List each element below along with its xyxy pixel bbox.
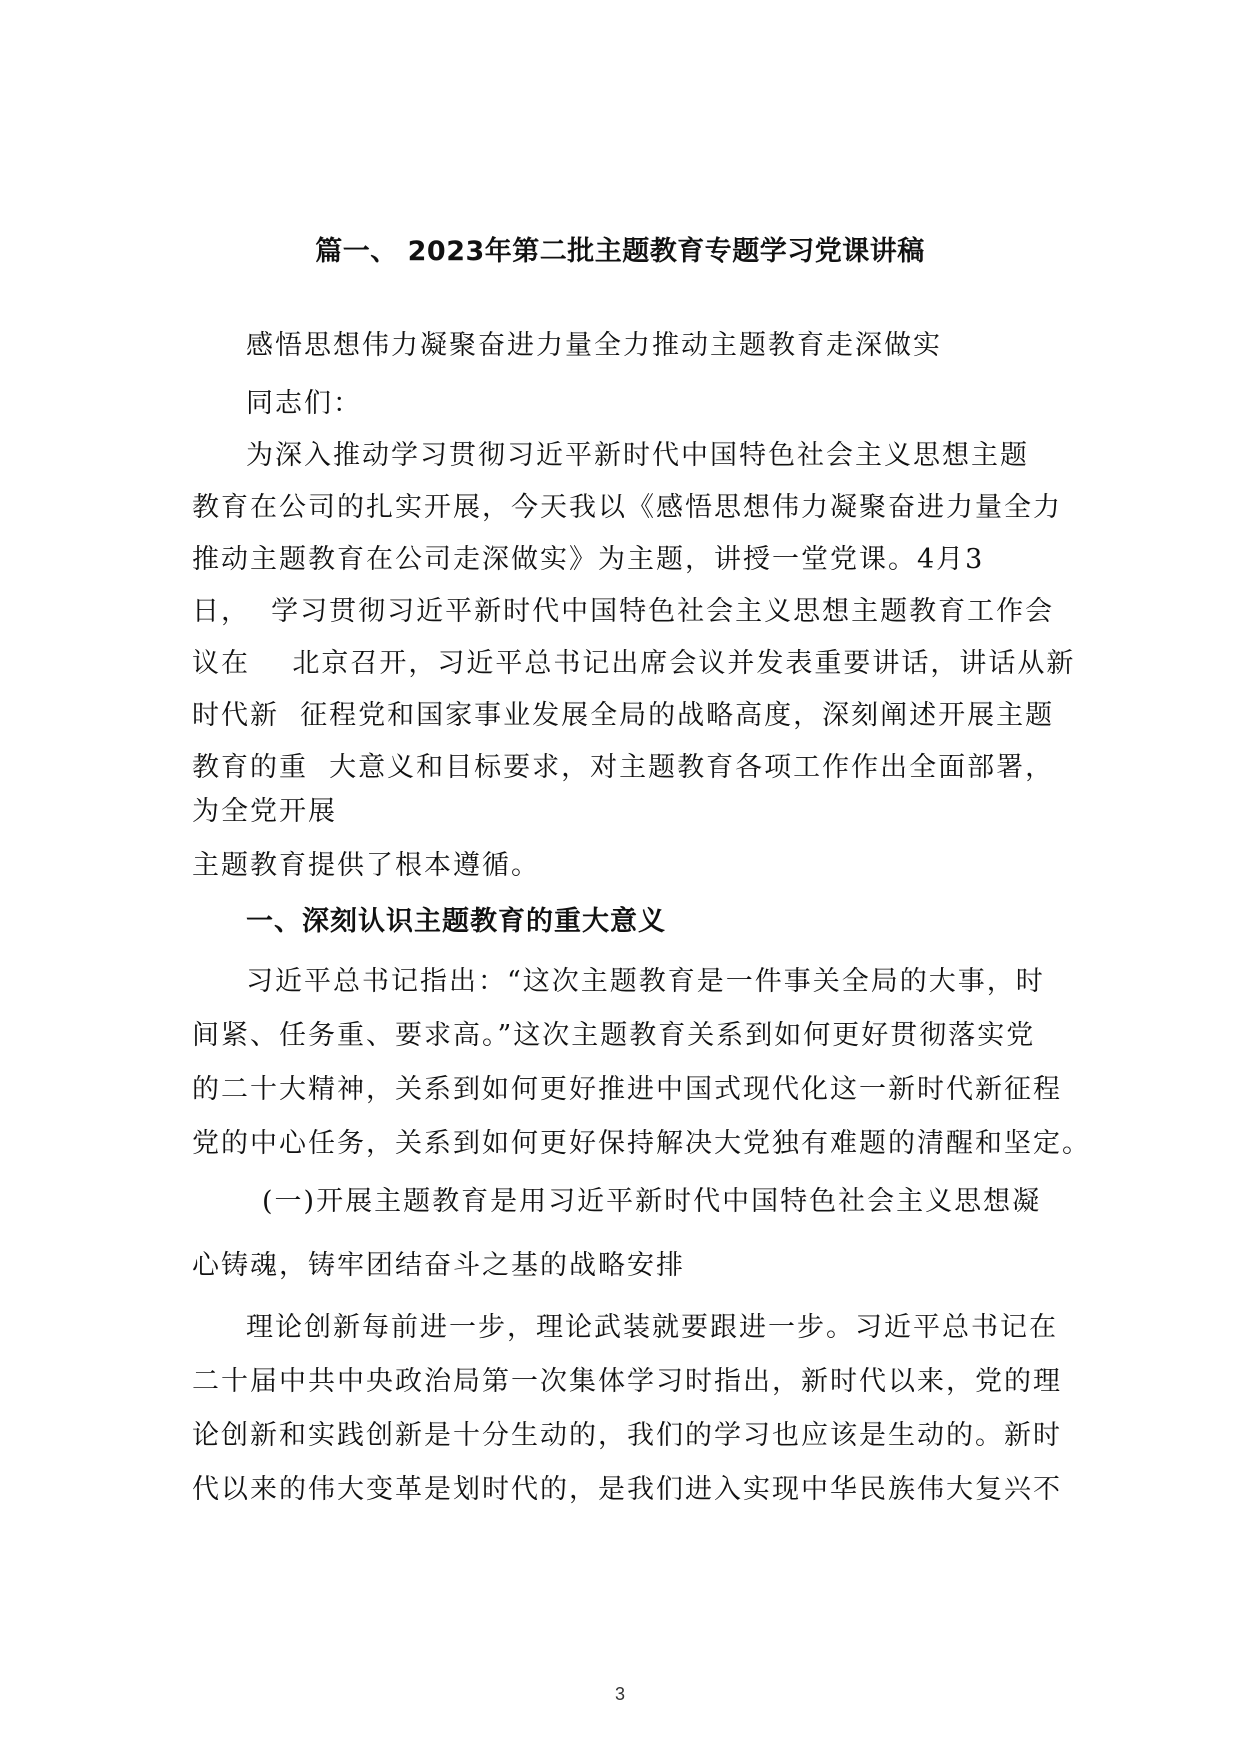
subsection-heading-line: 心铸魂，铸牢团结奋斗之基的战略安排 — [192, 1250, 685, 1281]
paragraph-line: 教育的重 大意义和目标要求，对主题教育各项工作作出全面部署， — [192, 752, 1055, 783]
section-heading: 一、深刻认识主题教育的重大意义 — [246, 906, 666, 937]
paragraph-line: 推动主题教育在公司走深做实》为主题，讲授一堂党课。4月3 — [192, 544, 985, 575]
salutation: 同志们： — [246, 388, 362, 419]
paragraph-line: 的二十大精神，关系到如何更好推进中国式现代化这一新时代新征程 — [192, 1074, 1062, 1105]
page-number: 3 — [614, 1684, 625, 1704]
paragraph-line: 为深入推动学习贯彻习近平新时代中国特色社会主义思想主题 — [246, 440, 1029, 471]
paragraph-line: 议在 北京召开，习近平总书记出席会议并发表重要讲话，讲话从新 — [192, 648, 1076, 679]
paragraph-line: 二十届中共中央政治局第一次集体学习时指出，新时代以来，党的理 — [192, 1366, 1062, 1397]
paragraph-line: 主题教育提供了根本遵循。 — [192, 850, 540, 881]
paragraph-line: 时代新 征程党和国家事业发展全局的战略高度，深刻阐述开展主题 — [192, 700, 1055, 731]
subsection-heading-line: (一)开展主题教育是用习近平新时代中国特色社会主义思想凝 — [262, 1186, 1042, 1217]
paragraph-line: 习近平总书记指出：“这次主题教育是一件事关全局的大事，时 — [246, 966, 1045, 997]
paragraph-line: 日， 学习贯彻习近平新时代中国特色社会主义思想主题教育工作会 — [192, 596, 1055, 627]
paragraph-line: 间紧、任务重、要求高。”这次主题教育关系到如何更好贯彻落实党 — [192, 1020, 1036, 1051]
paragraph-line: 理论创新每前进一步，理论武装就要跟进一步。习近平总书记在 — [246, 1312, 1058, 1343]
paragraph-line: 论创新和实践创新是十分生动的，我们的学习也应该是生动的。新时 — [192, 1420, 1062, 1451]
document-title: 篇一、 2023年第二批主题教育专题学习党课讲稿 — [315, 236, 925, 267]
paragraph-line: 为全党开展 — [192, 796, 337, 827]
paragraph-line: 代以来的伟大变革是划时代的，是我们进入实现中华民族伟大复兴不 — [192, 1474, 1062, 1505]
document-subtitle: 感悟思想伟力凝聚奋进力量全力推动主题教育走深做实 — [246, 330, 942, 361]
paragraph-line: 教育在公司的扎实开展，今天我以《感悟思想伟力凝聚奋进力量全力 — [192, 492, 1062, 523]
paragraph-line: 党的中心任务，关系到如何更好保持解决大党独有难题的清醒和坚定。 — [192, 1128, 1091, 1159]
